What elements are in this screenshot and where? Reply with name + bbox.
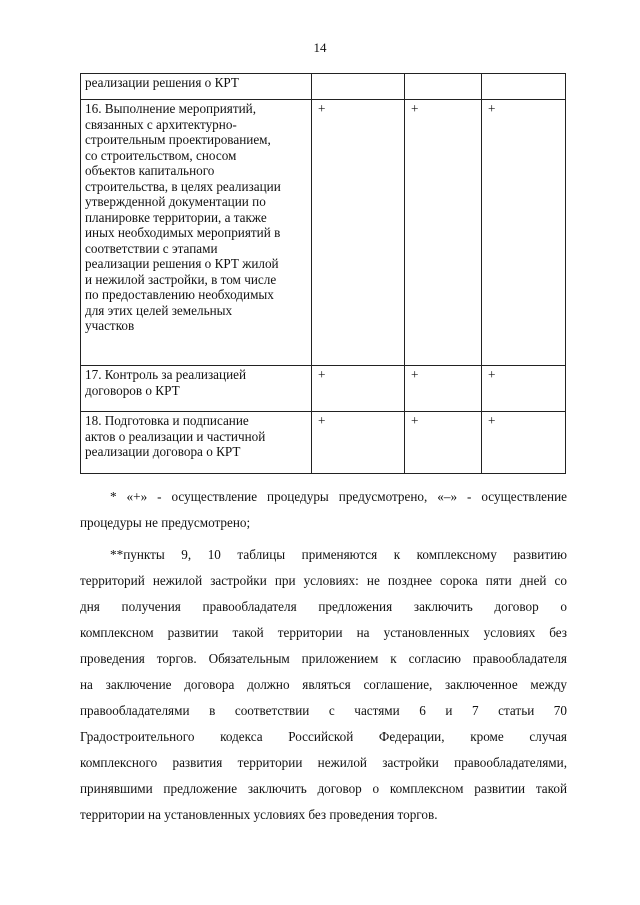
text-line: комплексном развитии такой территории на установленных условиях без xyxy=(80,625,567,640)
table-row xyxy=(81,100,566,366)
mark xyxy=(409,75,411,90)
mark-cell xyxy=(312,412,405,474)
table-row xyxy=(81,412,566,474)
text-line: **пункты 9, 10 таблицы применяются к комплексному развитию xyxy=(110,547,567,562)
footnote-legend xyxy=(80,484,567,536)
mark-cell xyxy=(405,74,482,100)
text-line: Градостроительного кодекса Российской Федерации, кроме случая xyxy=(80,729,567,744)
text-line: территории на установленных условиях без проведения торгов. xyxy=(80,807,438,822)
procedure-cell xyxy=(81,100,312,366)
text-line: комплексного развития территории нежилой застройки правообладателями, xyxy=(80,755,567,770)
mark: + xyxy=(318,413,326,428)
procedures-table xyxy=(80,73,566,474)
mark-cell xyxy=(482,412,566,474)
text-line: проведения торгов. Обязательным приложением к согласию правообладателя xyxy=(80,651,567,666)
mark-cell xyxy=(482,100,566,366)
mark xyxy=(316,75,318,90)
mark-cell xyxy=(482,74,566,100)
footnote-conditions xyxy=(80,542,567,828)
text-line: принявшими предложение заключить договор о комплексном развитии такой xyxy=(80,781,567,796)
text-line: * «+» - осуществление процедуры предусмотрено, «–» - осуществление xyxy=(110,489,567,504)
mark-cell xyxy=(405,100,482,366)
procedure-cell xyxy=(81,412,312,474)
mark: + xyxy=(488,101,496,116)
mark: + xyxy=(318,101,326,116)
page-number: 14 xyxy=(313,40,327,55)
mark xyxy=(486,75,488,90)
procedure-text: 16. Выполнение мероприятий, связанных с архитектурно- строительным проектированием, со строительством, сносом объектов капитального строительства, в целях реализации утвержденной документации по планировке территории, а также иных необходимых мероприятий в соответствии с этапами реализации решения о КРТ жилой и нежилой застройки, в том числе по предоставлению необходимых для этих целей земельных участков xyxy=(85,101,281,333)
mark: + xyxy=(488,367,496,382)
mark: + xyxy=(411,367,419,382)
text-line: на заключение договора должно являться соглашение, заключенное между xyxy=(80,677,567,692)
mark-cell xyxy=(312,100,405,366)
footnotes xyxy=(80,484,567,828)
procedure-text: 17. Контроль за реализацией договоров о КРТ xyxy=(85,367,247,398)
table-row xyxy=(81,366,566,412)
text-line: процедуры не предусмотрено; xyxy=(80,515,251,530)
procedure-text: реализации решения о КРТ xyxy=(85,75,239,90)
text-line: дня получения правообладателя предложения заключить договор о xyxy=(80,599,567,614)
procedure-cell xyxy=(81,366,312,412)
procedure-cell xyxy=(81,74,312,100)
mark: + xyxy=(488,413,496,428)
mark-cell xyxy=(482,366,566,412)
procedure-text: 18. Подготовка и подписание актов о реализации и частичной реализации договора о КРТ xyxy=(85,413,266,459)
mark-cell xyxy=(405,366,482,412)
mark: + xyxy=(411,413,419,428)
mark: + xyxy=(318,367,326,382)
mark-cell xyxy=(312,366,405,412)
text-line: правообладателями в соответствии с частями 6 и 7 статьи 70 xyxy=(80,703,567,718)
mark: + xyxy=(411,101,419,116)
text-line: территорий нежилой застройки при условиях: не позднее сорока пяти дней со xyxy=(80,573,567,588)
table-row xyxy=(81,74,566,100)
mark-cell xyxy=(405,412,482,474)
mark-cell xyxy=(312,74,405,100)
